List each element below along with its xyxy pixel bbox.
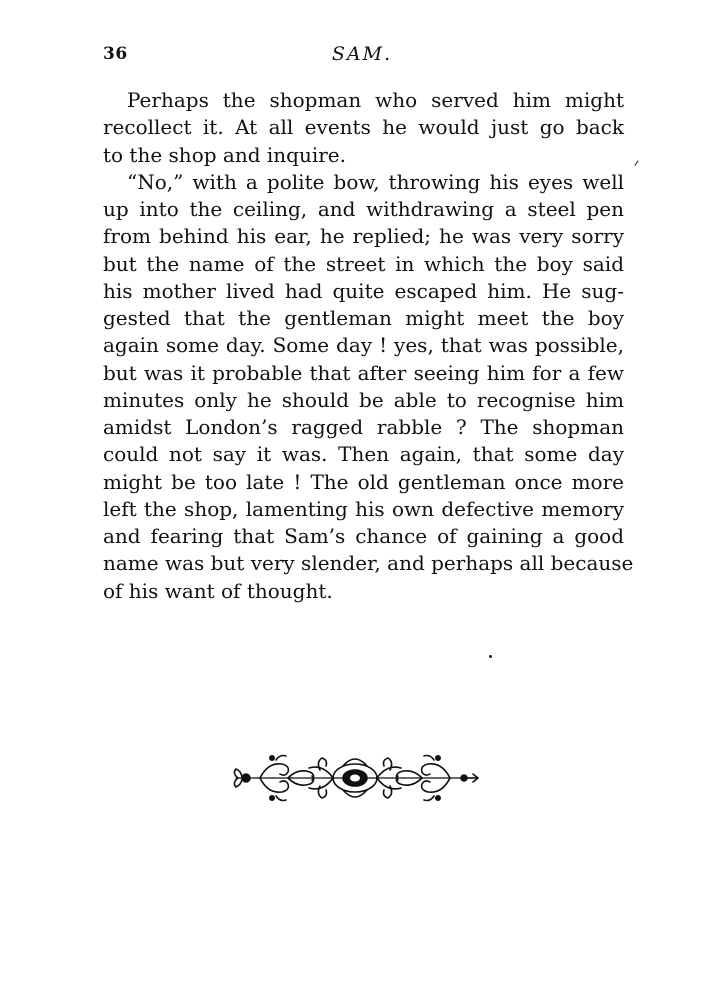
text-line: minutes only he should be able to recognise him xyxy=(103,387,624,412)
body-text xyxy=(103,87,634,605)
text-line: up into the ceiling, and withdrawing a steel pen xyxy=(103,197,624,221)
page-number: 36 xyxy=(103,44,128,64)
text-line: recollect it. At all events he would just go back xyxy=(103,115,624,140)
paper-speck xyxy=(489,655,492,658)
text-line: of his want of thought. xyxy=(103,578,333,603)
text-line: left the shop, lamenting his own defective memory xyxy=(103,496,624,521)
text-line: could not say it was. Then again, that some day xyxy=(103,442,624,467)
running-head: SAM. xyxy=(331,43,393,65)
paragraph xyxy=(103,169,634,605)
text-line: from behind his ear, he replied; he was very sorry xyxy=(103,224,624,249)
floral-tailpiece-ornament-icon xyxy=(228,750,482,806)
paper-speck xyxy=(634,160,638,165)
text-line: might be too late ! The old gentleman once more xyxy=(103,469,624,494)
paragraph xyxy=(103,87,624,169)
text-line: name was but very slender, and perhaps all because xyxy=(103,551,634,576)
text-line: again some day. Some day ! yes, that was possible, xyxy=(103,333,624,358)
text-line: but the name of the street in which the boy said xyxy=(103,251,624,276)
text-line: but was it probable that after seeing him for a few xyxy=(103,360,624,385)
text-line: gested that the gentleman might meet the boy xyxy=(103,306,624,330)
text-line: his mother lived had quite escaped him. He sug- xyxy=(103,278,624,303)
text-line: “No,” with a polite bow, throwing his eyes well xyxy=(127,169,624,194)
text-line: Perhaps the shopman who served him might xyxy=(127,88,624,112)
text-line: to the shop and inquire. xyxy=(103,142,346,167)
text-line: amidst London’s ragged rabble ? The shopman xyxy=(103,415,624,439)
text-line: and fearing that Sam’s chance of gaining a good xyxy=(103,524,624,548)
